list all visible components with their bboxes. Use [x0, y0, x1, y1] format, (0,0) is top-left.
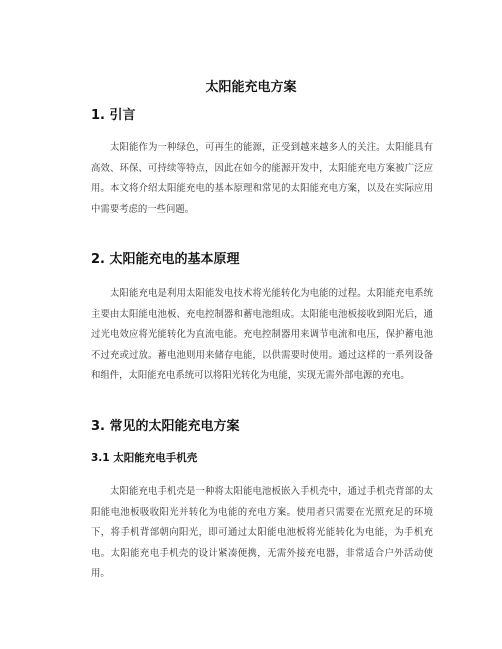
section-heading-introduction: 1. 引言 — [91, 108, 136, 123]
subsection-heading-phone-case: 3.1 太阳能充电手机壳 — [91, 452, 198, 464]
section-heading-principle: 2. 太阳能充电的基本原理 — [91, 252, 240, 267]
subsection-paragraph-phone-case: 太阳能充电手机壳是一种将太阳能电池板嵌入手机壳中，通过手机壳背部的太阳能电池板吸收阳光并转化为电能的充电方案。使用者只需要在光照充足的环境下，将手机背部朝向阳光，即可通过太阳能电池板将光能转化为电能，为手机充电。太阳能充电手机壳的设计紧凑便携，无需外接充电器，非常适合户外活动使用。 — [91, 486, 433, 580]
section-paragraph-introduction: 太阳能作为一种绿色，可再生的能源，正受到越来越多人的关注。太阳能具有高效、环保、可持续等特点，因此在如今的能源开发中，太阳能充电方案被广泛应用。本文将介绍太阳能充电的基本原理和常见的太阳能充电方案，以及在实际应用中需要考虑的一些问题。 — [91, 142, 433, 215]
document-title: 太阳能充电方案 — [205, 80, 297, 95]
section-paragraph-principle: 太阳能充电是利用太阳能发电技术将光能转化为电能的过程。太阳能充电系统主要由太阳能电池板、充电控制器和蓄电池组成。太阳能电池板接收到阳光后，通过光电效应将光能转化为直流电能。充电控制器用来调节电流和电压，保护蓄电池不过充或过放。蓄电池则用来储存电能，以供需要时使用。通过这样的一系列设备和组件，太阳能充电系统可以将阳光转化为电能，实现无需外部电源的充电。 — [91, 288, 433, 382]
section-heading-common-schemes: 3. 常见的太阳能充电方案 — [91, 419, 240, 434]
